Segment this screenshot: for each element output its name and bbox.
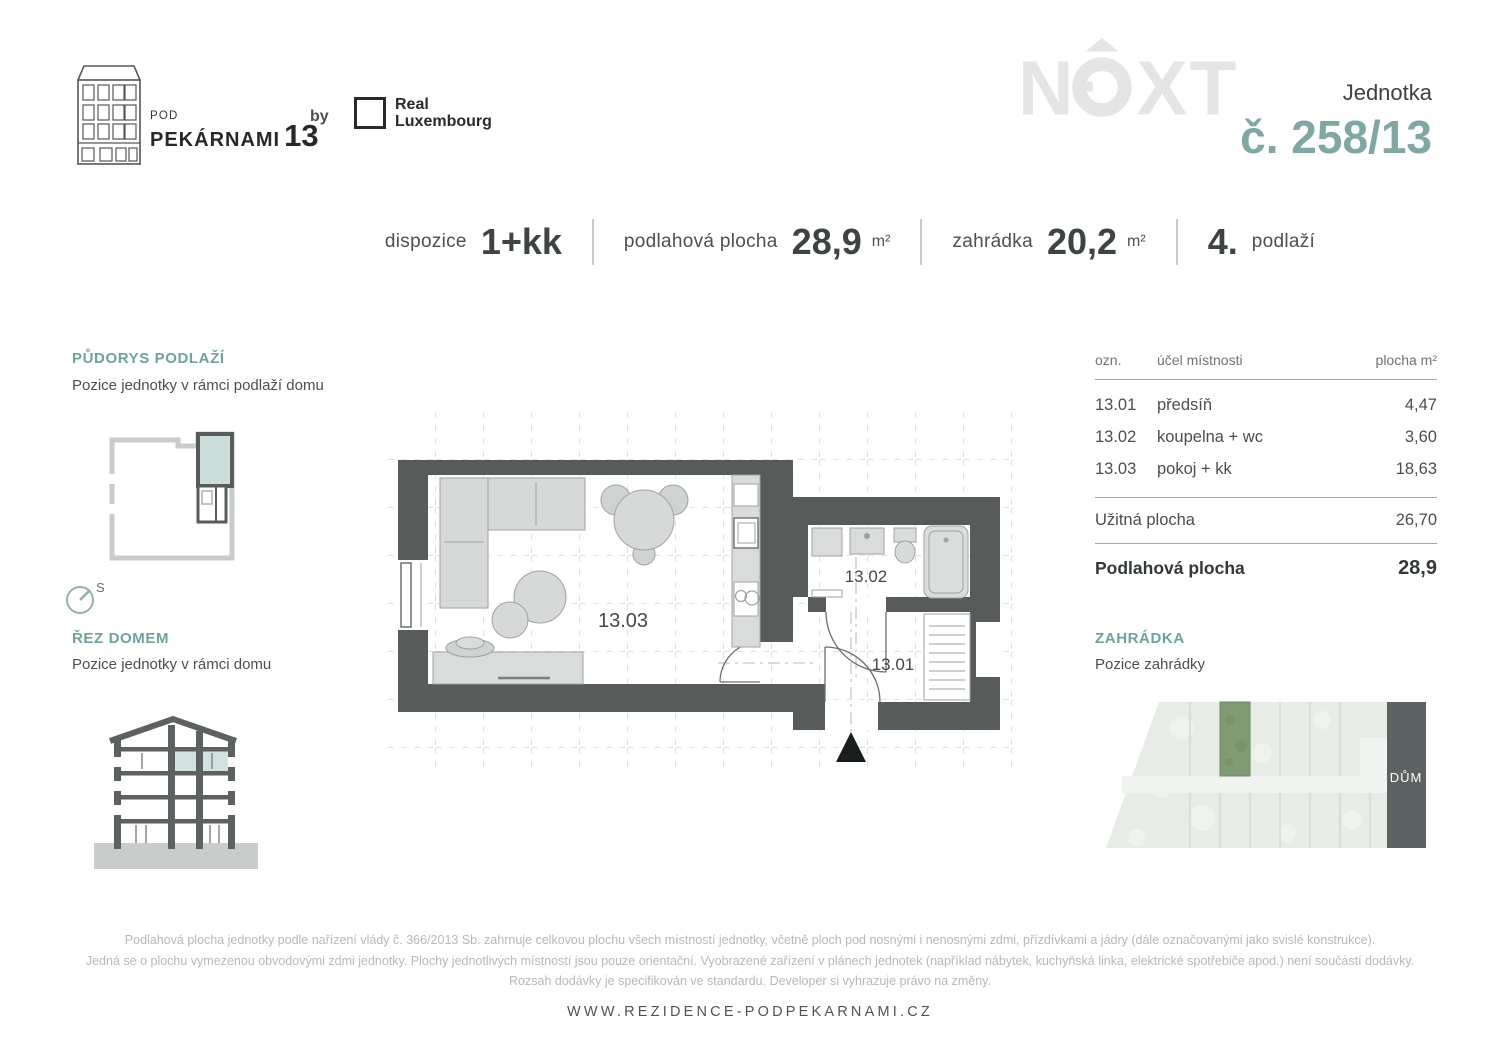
- garden-subtitle: Pozice zahrádky: [1095, 656, 1206, 673]
- spec-disposition: [384, 221, 562, 262]
- house-section-subtitle: Pozice jednotky v rámci domu: [72, 656, 272, 673]
- spec-garden-unit: m²: [1127, 233, 1146, 250]
- garden-unit-parcel: [1220, 702, 1250, 776]
- row-area: 18,63: [1395, 459, 1437, 478]
- row-purpose: pokoj + kk: [1157, 459, 1232, 478]
- house-cross-section: [92, 703, 267, 883]
- spec-disposition-label: dispozice: [384, 231, 467, 252]
- spec-floor-value: 4.: [1207, 221, 1238, 262]
- room-label-hall: 13.01: [871, 655, 915, 674]
- disclaimer-line: Jedná se o plochu vymezenou obvodovými zdmi jednotky. Plochy jednotlivých místností jsou pouze orientační. Vyobrazené zařízení v plánech jednotek (například nábytek, kuchyňská linka, elektrické spotřebiče apod.) není součástí dodávky.: [85, 953, 1415, 968]
- spec-garden-label: zahrádka: [952, 231, 1033, 252]
- disclaimer: [65, 930, 1435, 992]
- spec-disposition-value: 1+kk: [480, 221, 562, 262]
- spec-floor: [1207, 221, 1316, 262]
- room-label-living: 13.03: [597, 610, 649, 632]
- partner-logo: [354, 96, 492, 130]
- spec-floor-area: [623, 221, 891, 262]
- website-url: WWW.REZIDENCE-PODPEKARNAMI.CZ: [567, 1004, 933, 1020]
- partner-name-line1: Real: [395, 96, 429, 113]
- header-code: ozn.: [1095, 352, 1122, 368]
- spec-divider: [1176, 219, 1178, 265]
- table-row: [1095, 421, 1437, 453]
- spec-garden: [952, 221, 1146, 262]
- row-area: 3,60: [1404, 427, 1437, 446]
- row-code: 13.01: [1095, 395, 1137, 414]
- spec-floor-area-label: podlahová plocha: [623, 231, 778, 252]
- unit-number: č. 258/13: [1240, 111, 1432, 163]
- brand-name: PEKÁRNAMI: [150, 129, 281, 151]
- total-area-row: [1095, 544, 1437, 580]
- brand-top-label: POD: [150, 110, 179, 122]
- house-section-title: ŘEZ DOMEM: [72, 630, 170, 647]
- row-code: 13.02: [1095, 427, 1137, 446]
- row-purpose: koupelna + wc: [1157, 427, 1263, 446]
- header-area: plocha m²: [1375, 352, 1437, 368]
- brand-number: 13: [284, 118, 319, 153]
- spec-garden-value: 20,2: [1046, 221, 1118, 262]
- compass-icon: [56, 570, 126, 629]
- total-area-label: Podlahová plocha: [1095, 558, 1245, 578]
- spec-divider: [592, 219, 594, 265]
- room-table-header: [1095, 352, 1437, 379]
- wardrobe: [924, 614, 970, 700]
- row-purpose: předsíň: [1157, 395, 1213, 414]
- table-row: [1095, 389, 1437, 421]
- usable-area-label: Užitná plocha: [1095, 511, 1195, 529]
- total-area-value: 28,9: [1398, 557, 1437, 579]
- room-label-bath: 13.02: [844, 567, 888, 586]
- specs-bar: [190, 212, 1500, 272]
- kitchen-furniture: [732, 475, 760, 647]
- mini-floorplan: [106, 428, 238, 571]
- spec-floor-area-value: 28,9: [791, 221, 862, 262]
- unit-label: Jednotka: [1342, 80, 1432, 105]
- row-code: 13.03: [1095, 459, 1137, 478]
- disclaimer-line: Podlahová plocha jednotky podle nařízení vlády č. 366/2013 Sb. zahrnuje celkovou plochu všech místností jednotky, včetně ploch pod nosnými i nenosnými zdmi, přízdívkami a jádry (dále označovanými jako svislé konstrukce).: [124, 933, 1376, 947]
- floor-plan: [388, 412, 1013, 772]
- window: [401, 563, 411, 627]
- room-table: [1095, 352, 1437, 580]
- table-row: [1095, 453, 1437, 485]
- watermark-n: N: [1018, 46, 1074, 120]
- brand-wordmark: [150, 110, 319, 152]
- garden-title: ZAHRÁDKA: [1095, 630, 1185, 647]
- usable-area-value: 26,70: [1395, 511, 1437, 529]
- spec-floor-label: podlaží: [1251, 231, 1316, 252]
- compass-north-label: S: [96, 580, 105, 595]
- disclaimer-line: Rozsah dodávky je specifikován ve standardu. Developer si vyhrazuje právo na změny.: [509, 974, 991, 988]
- floor-layout-subtitle: Pozice jednotky v rámci podlaží domu: [72, 377, 324, 394]
- floor-layout-title: PŮDORYS PODLAŽÍ: [72, 350, 225, 367]
- usable-area-row: [1095, 498, 1437, 543]
- partner-square-icon: [354, 97, 386, 129]
- by-label: by: [310, 108, 329, 125]
- header-purpose: účel místnosti: [1157, 352, 1243, 368]
- row-area: 4,47: [1404, 395, 1437, 414]
- garden-house-label: DŮM: [1389, 770, 1423, 785]
- watermark-xt: XT: [1136, 46, 1239, 120]
- partner-name-line2: Luxembourg: [395, 113, 492, 130]
- building-logo-icon: [74, 58, 144, 177]
- spec-floor-area-unit: m²: [871, 233, 891, 250]
- spec-divider: [920, 219, 922, 265]
- mini-unit-highlight: [198, 434, 232, 486]
- garden-map: [1102, 698, 1432, 861]
- watermark-hat: [1085, 38, 1118, 52]
